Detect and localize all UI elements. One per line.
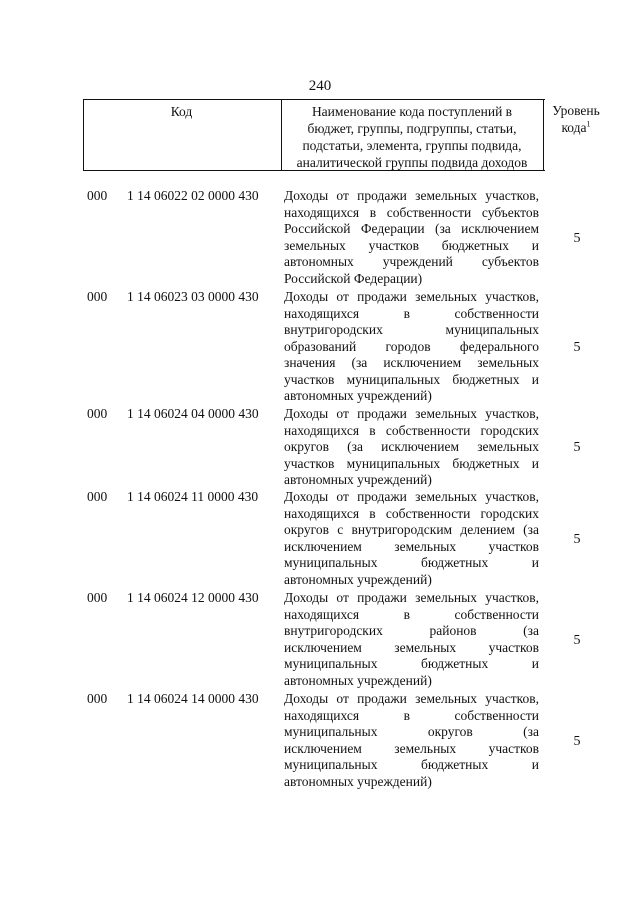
row-name-line: Доходы от продажи земельных участков, [284, 590, 539, 605]
header-level-line2 [544, 119, 608, 136]
row-name-line: автономных учреждений) [284, 472, 432, 487]
row-name-line: участков муниципальных бюджетных и [284, 455, 539, 471]
row-name-line: муниципальных бюджетных и [284, 656, 539, 671]
row-name-line: внутригородских муниципальных [284, 322, 539, 337]
row-prefix: 000 [87, 489, 108, 504]
row-name-line: находящихся в собственности [284, 305, 539, 321]
row-name-line: находящихся в собственности субъектов [284, 204, 539, 220]
row-name-line: значения (за исключением земельных [284, 355, 539, 370]
row-name-line: образований городов федерального [284, 338, 539, 354]
row-name [284, 188, 539, 287]
row-name [284, 289, 539, 405]
row-name-line: внутригородских районов (за [284, 623, 539, 638]
row-prefix: 000 [87, 188, 108, 203]
row-name-line: участков муниципальных бюджетных и [284, 371, 539, 387]
row-name-line: находящихся в собственности городских [284, 422, 539, 438]
row-name-line: Доходы от продажи земельных участков, [284, 406, 539, 421]
header-name-line: аналитической группы подвида доходов [296, 155, 528, 170]
row-level: 5 [573, 733, 581, 749]
row-prefix: 000 [87, 691, 108, 706]
row-code: 1 14 06024 04 0000 430 [127, 406, 259, 421]
row-name-line: Доходы от продажи земельных участков, [284, 691, 539, 706]
row-name-line: автономных учреждений субъектов [284, 254, 539, 269]
row-name-line: находящихся в собственности городских [284, 505, 539, 521]
row-code: 1 14 06022 02 0000 430 [127, 188, 259, 203]
row-level: 5 [573, 230, 581, 246]
header-name [281, 103, 543, 171]
row-name-line: исключением земельных участков [284, 538, 539, 554]
row-name-line: находящихся в собственности [284, 606, 539, 622]
row-name-line: округов с внутригородским делением (за [284, 522, 539, 537]
row-name-line: земельных участков бюджетных и [284, 237, 539, 253]
row-name [284, 489, 539, 588]
row-name-line: Доходы от продажи земельных участков, [284, 289, 539, 304]
row-name-line: Доходы от продажи земельных участков, [284, 188, 539, 203]
row-name-line: автономных учреждений) [284, 571, 432, 587]
header-name-line: подстатьи, элемента, группы подвида, [302, 138, 522, 153]
row-name-line: Российской Федерации (за исключением [284, 221, 539, 236]
header-code: Код [170, 104, 193, 119]
row-name-line: исключением земельных участков [284, 639, 539, 655]
row-level: 5 [573, 440, 581, 456]
row-code: 1 14 06024 14 0000 430 [127, 691, 259, 706]
table-header [83, 99, 545, 171]
row-name-line: Доходы от продажи земельных участков, [284, 489, 539, 504]
row-code: 1 14 06024 12 0000 430 [127, 590, 259, 605]
row-name-line: муниципальных округов (за [284, 724, 539, 739]
row-name-line: исключением земельных участков [284, 740, 539, 756]
page-number: 240 [308, 78, 332, 94]
header-name-line: бюджет, группы, подгруппы, статьи, [307, 121, 517, 136]
row-name [284, 590, 539, 689]
row-name-line: округов (за исключением земельных [284, 439, 539, 454]
header-level-text: кода [561, 120, 587, 135]
row-name-line: автономных учреждений) [284, 773, 432, 789]
header-level [544, 102, 608, 136]
row-level: 5 [573, 339, 581, 355]
row-name-line: находящихся в собственности [284, 707, 539, 723]
row-name [284, 406, 539, 489]
row-code: 1 14 06024 11 0000 430 [127, 489, 259, 504]
row-name-line: муниципальных бюджетных и [284, 757, 539, 772]
row-name-line: муниципальных бюджетных и [284, 555, 539, 570]
header-name-line: Наименование кода поступлений в [311, 104, 513, 119]
row-name-line: автономных учреждений) [284, 672, 432, 688]
row-code: 1 14 06023 03 0000 430 [127, 289, 259, 304]
footnote-marker: 1 [586, 119, 591, 129]
row-name [284, 691, 539, 790]
row-level: 5 [573, 531, 581, 547]
row-prefix: 000 [87, 406, 108, 421]
row-name-line: Российской Федерации) [284, 270, 423, 286]
header-level-line1: Уровень [552, 103, 600, 118]
row-prefix: 000 [87, 289, 108, 304]
row-level: 5 [573, 632, 581, 648]
row-prefix: 000 [87, 590, 108, 605]
row-name-line: автономных учреждений) [284, 388, 432, 403]
